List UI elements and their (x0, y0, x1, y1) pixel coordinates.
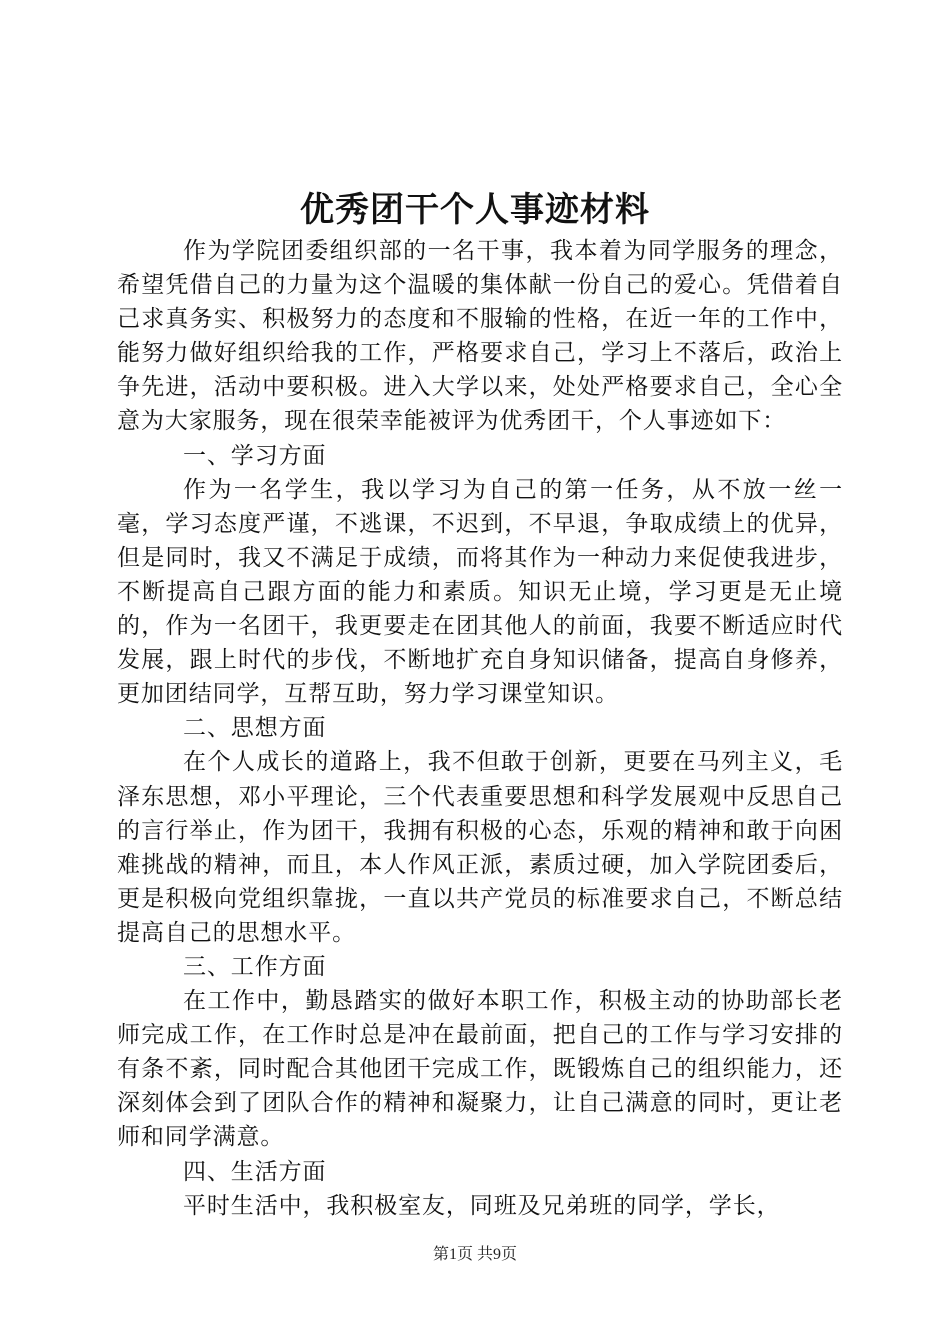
section-heading-work: 三、工作方面 (183, 953, 327, 980)
section-heading-life: 四、生活方面 (183, 1158, 327, 1185)
work-paragraph: 在工作中，勤恳踏实的做好本职工作，积极主动的协助部长老师完成工作，在工作时总是冲在最前面，把自己的工作与学习安排的有条不紊，同时配合其他团干完成工作，既锻炼自己的组织能力，还深刻体会到了团队合作的精神和凝聚力，让自己满意的同时，更让老师和同学满意。 (117, 988, 843, 1151)
study-paragraph: 作为一名学生，我以学习为自己的第一任务，从不放一丝一毫，学习态度严谨，不逃课，不迟到，不早退，争取成绩上的优异，但是同时，我又不满足于成绩，而将其作为一种动力来促使我进步，不断提高自己跟方面的能力和素质。知识无止境，学习更是无止境的，作为一名团干，我更要走在团其他人的前面，我要不断适应时代发展，跟上时代的步伐，不断地扩充自身知识储备，提高自身修养，更加团结同学，互帮互助，努力学习课堂知识。 (117, 476, 843, 708)
thought-paragraph: 在个人成长的道路上，我不但敢于创新，更要在马列主义，毛泽东思想，邓小平理论，三个代表重要思想和科学发展观中反思自己的言行举止，作为团干，我拥有积极的心态，乐观的精神和敢于向困难挑战的精神，而且，本人作风正派，素质过硬，加入学院团委后，更是积极向党组织靠拢，一直以共产党员的标准要求自己，不断总结提高自己的思想水平。 (117, 749, 843, 946)
life-paragraph: 平时生活中，我积极室友，同班及兄弟班的同学，学长， (183, 1192, 781, 1219)
section-heading-thought: 二、思想方面 (183, 715, 327, 742)
intro-paragraph: 作为学院团委组织部的一名干事，我本着为同学服务的理念，希望凭借自己的力量为这个温暖的集体献一份自己的爱心。凭借着自己求真务实、积极努力的态度和不服输的性格，在近一年的工作中，能努力做好组织给我的工作，严格要求自己，学习上不落后，政治上争先进，活动中要积极。进入大学以来，处处严格要求自己，全心全意为大家服务，现在很荣幸能被评为优秀团干，个人事迹如下： (117, 238, 843, 435)
document-body (117, 234, 843, 1223)
page-number-footer: 第1页 共9页 (432, 1246, 517, 1263)
document-title: 优秀团干个人事迹材料 (300, 190, 650, 230)
section-heading-study: 一、学习方面 (183, 442, 327, 469)
